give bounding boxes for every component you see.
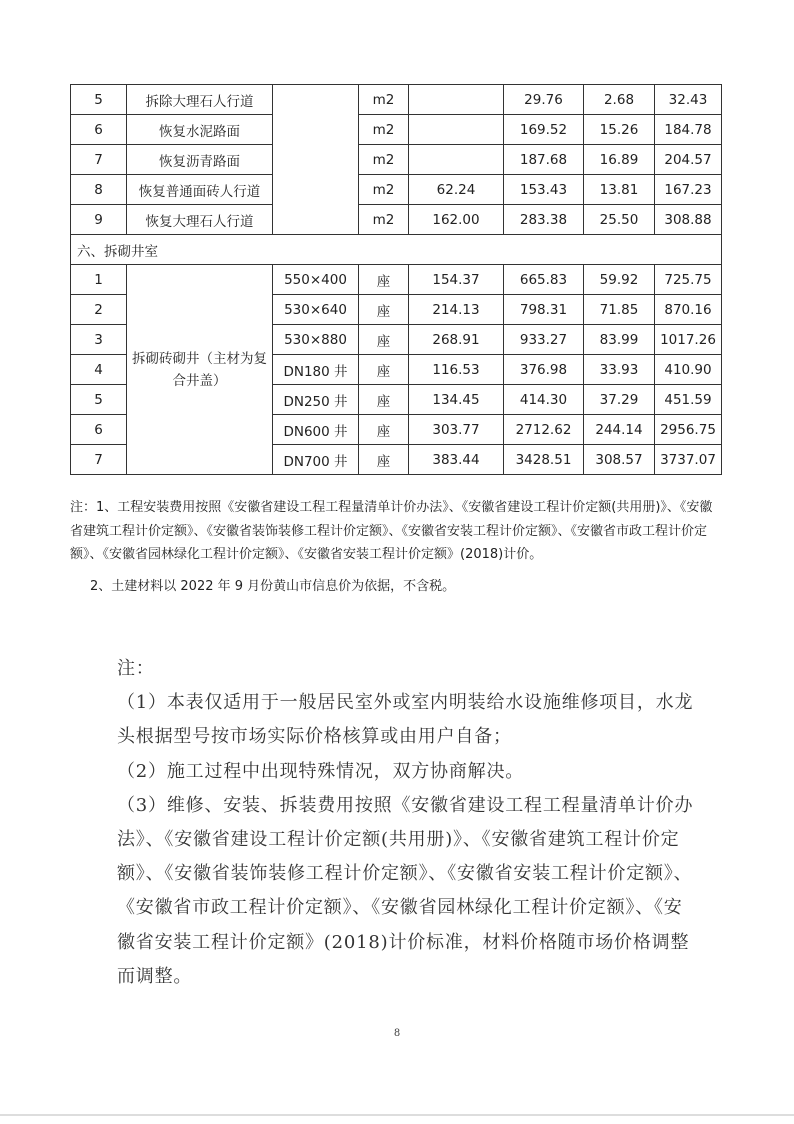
value: 303.77	[409, 415, 504, 445]
value: 83.99	[584, 325, 655, 355]
value: 665.83	[504, 265, 584, 295]
value: 33.93	[584, 355, 655, 385]
value: 154.37	[409, 265, 504, 295]
main-note	[117, 652, 697, 994]
unit: 座	[359, 265, 409, 295]
unit: m2	[359, 205, 409, 235]
value: 184.78	[655, 115, 722, 145]
value: 376.98	[504, 355, 584, 385]
value: 414.30	[504, 385, 584, 415]
unit: 座	[359, 325, 409, 355]
table-row	[71, 175, 722, 205]
row-number: 7	[71, 445, 127, 475]
note-item-1: （1）本表仅适用于一般居民室外或室内明装给水设施维修项目，水龙头根据型号按市场实际价格核算或由用户自备；	[117, 692, 694, 748]
row-number: 2	[71, 295, 127, 325]
unit: m2	[359, 175, 409, 205]
value: 15.26	[584, 115, 655, 145]
value: 383.44	[409, 445, 504, 475]
unit: m2	[359, 145, 409, 175]
table-row	[71, 85, 722, 115]
value: 37.29	[584, 385, 655, 415]
value: 187.68	[504, 145, 584, 175]
unit: m2	[359, 115, 409, 145]
table-row	[71, 265, 722, 295]
value: 2956.75	[655, 415, 722, 445]
note-title: 注：	[117, 658, 155, 679]
group-name: 拆砌砖砌井（主材为复合井盖）	[127, 265, 273, 475]
value: 308.88	[655, 205, 722, 235]
row-number: 8	[71, 175, 127, 205]
section-title: 六、拆砌井室	[71, 235, 722, 265]
row-number: 1	[71, 265, 127, 295]
value: 116.53	[409, 355, 504, 385]
spec: DN600 井	[273, 415, 359, 445]
row-number: 3	[71, 325, 127, 355]
value: 167.23	[655, 175, 722, 205]
spec: 550×400	[273, 265, 359, 295]
value: 25.50	[584, 205, 655, 235]
item-name: 恢复水泥路面	[127, 115, 273, 145]
spec-cell	[273, 85, 359, 235]
row-number: 6	[71, 415, 127, 445]
item-name: 恢复大理石人行道	[127, 205, 273, 235]
row-number: 5	[71, 85, 127, 115]
value: 62.24	[409, 175, 504, 205]
unit: 座	[359, 295, 409, 325]
value: 214.13	[409, 295, 504, 325]
value: 3737.07	[655, 445, 722, 475]
value: 169.52	[504, 115, 584, 145]
table-row	[71, 115, 722, 145]
value: 798.31	[504, 295, 584, 325]
value: 59.92	[584, 265, 655, 295]
value: 153.43	[504, 175, 584, 205]
table-row	[71, 205, 722, 235]
spec: DN180 井	[273, 355, 359, 385]
item-name: 拆除大理石人行道	[127, 85, 273, 115]
value: 283.38	[504, 205, 584, 235]
spec: DN250 井	[273, 385, 359, 415]
unit: 座	[359, 385, 409, 415]
value: 870.16	[655, 295, 722, 325]
spec: DN700 井	[273, 445, 359, 475]
item-name: 恢复沥青路面	[127, 145, 273, 175]
value: 244.14	[584, 415, 655, 445]
section-row	[71, 235, 722, 265]
unit: 座	[359, 355, 409, 385]
value: 933.27	[504, 325, 584, 355]
bottom-divider	[0, 1114, 794, 1116]
value	[409, 145, 504, 175]
note-item-3: （3）维修、安装、拆装费用按照《安徽省建设工程工程量清单计价办法》、《安徽省建设工程计价定额(共用册)》、《安徽省建筑工程计价定额》、《安徽省装饰装修工程计价定额》、《安徽省安装工程计价定额》、《安徽省市政工程计价定额》、《安徽省园林绿化工程计价定额》、《安徽省安装工程计价定额》(2018)计价标准，材料价格随市场价格调整而调整。	[117, 794, 694, 987]
spec: 530×880	[273, 325, 359, 355]
row-number: 6	[71, 115, 127, 145]
note-item-2: （2）施工过程中出现特殊情况，双方协商解决。	[117, 760, 525, 782]
value: 2712.62	[504, 415, 584, 445]
spec: 530×640	[273, 295, 359, 325]
value: 410.90	[655, 355, 722, 385]
value: 308.57	[584, 445, 655, 475]
value: 3428.51	[504, 445, 584, 475]
value: 268.91	[409, 325, 504, 355]
table-row	[71, 145, 722, 175]
footnote-1: 注：1、工程安装费用按照《安徽省建设工程工程量清单计价办法》、《安徽省建设工程计价定额(共用册)》、《安徽省建筑工程计价定额》、《安徽省装饰装修工程计价定额》、《安徽省安装工程计价定额》、《安徽省市政工程计价定额》、《安徽省园林绿化工程计价定额》、《安徽省安装工程计价定额》(2018)计价。	[70, 500, 713, 562]
value: 29.76	[504, 85, 584, 115]
page-number: 8	[393, 1028, 401, 1039]
value: 451.59	[655, 385, 722, 415]
unit: 座	[359, 415, 409, 445]
row-number: 5	[71, 385, 127, 415]
unit: 座	[359, 445, 409, 475]
value: 13.81	[584, 175, 655, 205]
row-number: 9	[71, 205, 127, 235]
value	[409, 115, 504, 145]
value: 71.85	[584, 295, 655, 325]
row-number: 4	[71, 355, 127, 385]
price-table	[70, 84, 722, 475]
unit: m2	[359, 85, 409, 115]
value: 204.57	[655, 145, 722, 175]
value: 1017.26	[655, 325, 722, 355]
footnote-2: 2、土建材料以 2022 年 9 月份黄山市信息价为依据，不含税。	[90, 578, 456, 594]
value: 162.00	[409, 205, 504, 235]
value: 134.45	[409, 385, 504, 415]
value: 725.75	[655, 265, 722, 295]
value: 32.43	[655, 85, 722, 115]
value: 16.89	[584, 145, 655, 175]
item-name: 恢复普通面砖人行道	[127, 175, 273, 205]
value: 2.68	[584, 85, 655, 115]
value	[409, 85, 504, 115]
table-footnote	[70, 496, 720, 598]
row-number: 7	[71, 145, 127, 175]
